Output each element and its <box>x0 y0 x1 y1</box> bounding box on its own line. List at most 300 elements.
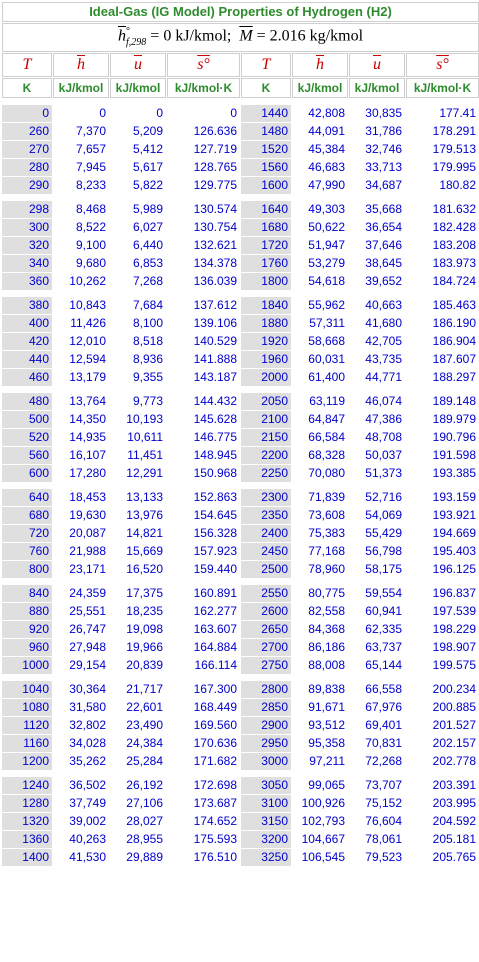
group-separator <box>2 291 479 296</box>
table-cell-entropy: 187.607 <box>406 351 479 368</box>
header-symbol-entropy-left <box>167 53 240 77</box>
table-cell-internal-energy: 60,941 <box>349 603 405 620</box>
group-separator-cell <box>2 675 479 680</box>
table-cell-entropy: 141.888 <box>167 351 240 368</box>
table-cell-enthalpy: 37,749 <box>53 795 109 812</box>
table-cell-internal-energy: 28,955 <box>110 831 166 848</box>
table-cell-enthalpy: 102,793 <box>292 813 348 830</box>
table-row <box>2 813 479 830</box>
group-separator <box>2 387 479 392</box>
table-cell-enthalpy: 89,838 <box>292 681 348 698</box>
header-symbol-internal-energy-left <box>110 53 166 77</box>
table-cell-temperature: 1280 <box>2 795 52 812</box>
table-row <box>2 141 479 158</box>
table-cell-entropy: 157.923 <box>167 543 240 560</box>
table-cell-temperature: 1880 <box>241 315 291 332</box>
table-cell-entropy: 166.114 <box>167 657 240 674</box>
header-symbol-enthalpy-left <box>53 53 109 77</box>
table-cell-internal-energy: 47,386 <box>349 411 405 428</box>
table-cell-enthalpy: 20,087 <box>53 525 109 542</box>
table-cell-enthalpy: 47,990 <box>292 177 348 194</box>
table-cell-temperature: 840 <box>2 585 52 602</box>
table-cell-enthalpy: 71,839 <box>292 489 348 506</box>
table-cell-entropy: 179.513 <box>406 141 479 158</box>
table-cell-temperature: 340 <box>2 255 52 272</box>
header-unit-entropy-left: kJ/kmol·K <box>167 78 240 98</box>
table-cell-enthalpy: 8,468 <box>53 201 109 218</box>
table-cell-temperature: 1720 <box>241 237 291 254</box>
table-cell-internal-energy: 31,786 <box>349 123 405 140</box>
table-cell-temperature: 3200 <box>241 831 291 848</box>
table-cell-enthalpy: 104,667 <box>292 831 348 848</box>
table-cell-entropy: 200.234 <box>406 681 479 698</box>
table-cell-temperature: 1160 <box>2 735 52 752</box>
table-cell-entropy: 168.449 <box>167 699 240 716</box>
table-row <box>2 393 479 410</box>
table-row <box>2 429 479 446</box>
table-cell-internal-energy: 50,037 <box>349 447 405 464</box>
table-cell-entropy: 173.687 <box>167 795 240 812</box>
table-cell-temperature: 2950 <box>241 735 291 752</box>
table-cell-temperature: 2400 <box>241 525 291 542</box>
table-cell-entropy: 134.378 <box>167 255 240 272</box>
table-cell-enthalpy: 46,683 <box>292 159 348 176</box>
table-cell-temperature: 290 <box>2 177 52 194</box>
table-cell-entropy: 190.796 <box>406 429 479 446</box>
group-separator <box>2 579 479 584</box>
hf-superscript: ° <box>126 26 131 37</box>
table-row <box>2 201 479 218</box>
table-row <box>2 369 479 386</box>
table-cell-temperature: 280 <box>2 159 52 176</box>
header-symbol-text: T <box>22 55 32 73</box>
table-cell-internal-energy: 6,027 <box>110 219 166 236</box>
table-cell-enthalpy: 32,802 <box>53 717 109 734</box>
table-cell-enthalpy: 97,211 <box>292 753 348 770</box>
table-cell-enthalpy: 66,584 <box>292 429 348 446</box>
table-cell-entropy: 199.575 <box>406 657 479 674</box>
table-cell-temperature: 260 <box>2 123 52 140</box>
table-cell-entropy: 136.039 <box>167 273 240 290</box>
table-cell-internal-energy: 18,235 <box>110 603 166 620</box>
group-separator <box>2 483 479 488</box>
molar-mass-symbol: $\overline{M}$ <box>239 27 253 45</box>
header-unit-internal-energy-left: kJ/kmol <box>110 78 166 98</box>
table-cell-temperature: 460 <box>2 369 52 386</box>
table-cell-enthalpy: 19,630 <box>53 507 109 524</box>
table-cell-internal-energy: 17,375 <box>110 585 166 602</box>
table-cell-enthalpy: 106,545 <box>292 849 348 866</box>
table-cell-enthalpy: 8,522 <box>53 219 109 236</box>
table-cell-entropy: 175.593 <box>167 831 240 848</box>
table-cell-internal-energy: 16,520 <box>110 561 166 578</box>
table-row <box>2 159 479 176</box>
table-cell-enthalpy: 16,107 <box>53 447 109 464</box>
table-cell-temperature: 2050 <box>241 393 291 410</box>
group-separator <box>2 195 479 200</box>
table-cell-temperature: 1640 <box>241 201 291 218</box>
table-cell-temperature: 270 <box>2 141 52 158</box>
table-cell-temperature: 1120 <box>2 717 52 734</box>
table-cell-temperature: 480 <box>2 393 52 410</box>
table-cell-enthalpy: 42,808 <box>292 105 348 122</box>
table-cell-internal-energy: 10,193 <box>110 411 166 428</box>
table-cell-entropy: 137.612 <box>167 297 240 314</box>
unit-header-row <box>2 78 479 98</box>
header-unit-enthalpy-left: kJ/kmol <box>53 78 109 98</box>
table-cell-temperature: 2700 <box>241 639 291 656</box>
header-symbol-text: $\overline{h}$ <box>316 55 324 73</box>
table-cell-entropy: 189.979 <box>406 411 479 428</box>
table-row <box>2 849 479 866</box>
table-cell-enthalpy: 55,962 <box>292 297 348 314</box>
table-cell-temperature: 380 <box>2 297 52 314</box>
table-cell-internal-energy: 41,680 <box>349 315 405 332</box>
table-subtitle <box>2 23 479 52</box>
table-cell-temperature: 3100 <box>241 795 291 812</box>
table-cell-temperature: 600 <box>2 465 52 482</box>
table-cell-temperature: 2800 <box>241 681 291 698</box>
table-cell-enthalpy: 13,764 <box>53 393 109 410</box>
table-cell-enthalpy: 70,080 <box>292 465 348 482</box>
table-cell-enthalpy: 41,530 <box>53 849 109 866</box>
table-cell-enthalpy: 17,280 <box>53 465 109 482</box>
table-cell-enthalpy: 91,671 <box>292 699 348 716</box>
table-cell-internal-energy: 7,268 <box>110 273 166 290</box>
table-cell-entropy: 152.863 <box>167 489 240 506</box>
header-symbol-text: s° <box>197 55 210 73</box>
table-cell-entropy: 196.837 <box>406 585 479 602</box>
table-cell-entropy: 198.229 <box>406 621 479 638</box>
header-unit-internal-energy-right: kJ/kmol <box>349 78 405 98</box>
table-row <box>2 735 479 752</box>
table-cell-temperature: 2850 <box>241 699 291 716</box>
table-cell-enthalpy: 18,453 <box>53 489 109 506</box>
table-cell-enthalpy: 54,618 <box>292 273 348 290</box>
table-cell-internal-energy: 36,654 <box>349 219 405 236</box>
header-symbol-text: T <box>261 55 271 73</box>
table-cell-enthalpy: 84,368 <box>292 621 348 638</box>
table-cell-entropy: 200.885 <box>406 699 479 716</box>
table-cell-enthalpy: 57,311 <box>292 315 348 332</box>
header-unit-entropy-right: kJ/kmol·K <box>406 78 479 98</box>
table-cell-internal-energy: 33,713 <box>349 159 405 176</box>
table-row <box>2 639 479 656</box>
table-cell-enthalpy: 21,988 <box>53 543 109 560</box>
table-cell-entropy: 189.148 <box>406 393 479 410</box>
table-cell-internal-energy: 23,490 <box>110 717 166 734</box>
group-separator-cell <box>2 483 479 488</box>
table-cell-temperature: 1240 <box>2 777 52 794</box>
table-cell-temperature: 2250 <box>241 465 291 482</box>
table-cell-enthalpy: 61,400 <box>292 369 348 386</box>
table-cell-entropy: 203.391 <box>406 777 479 794</box>
table-cell-entropy: 194.669 <box>406 525 479 542</box>
table-cell-internal-energy: 19,966 <box>110 639 166 656</box>
table-cell-internal-energy: 10,611 <box>110 429 166 446</box>
table-row <box>2 351 479 368</box>
table-cell-temperature: 1480 <box>241 123 291 140</box>
table-row <box>2 237 479 254</box>
table-cell-temperature: 1800 <box>241 273 291 290</box>
table-cell-entropy: 169.560 <box>167 717 240 734</box>
table-cell-entropy: 130.574 <box>167 201 240 218</box>
table-row <box>2 543 479 560</box>
table-cell-internal-energy: 15,669 <box>110 543 166 560</box>
table-cell-entropy: 163.607 <box>167 621 240 638</box>
table-cell-internal-energy: 20,839 <box>110 657 166 674</box>
table-cell-entropy: 179.995 <box>406 159 479 176</box>
table-row <box>2 411 479 428</box>
table-cell-temperature: 1840 <box>241 297 291 314</box>
table-cell-entropy: 139.106 <box>167 315 240 332</box>
table-cell-temperature: 298 <box>2 201 52 218</box>
table-cell-internal-energy: 70,831 <box>349 735 405 752</box>
table-cell-temperature: 760 <box>2 543 52 560</box>
group-separator-cell <box>2 579 479 584</box>
group-separator-cell <box>2 771 479 776</box>
table-cell-temperature: 2750 <box>241 657 291 674</box>
table-cell-internal-energy: 11,451 <box>110 447 166 464</box>
table-cell-enthalpy: 13,179 <box>53 369 109 386</box>
header-symbol-text: $\overline{u}$ <box>373 55 381 73</box>
table-cell-entropy: 188.297 <box>406 369 479 386</box>
table-cell-enthalpy: 0 <box>53 105 109 122</box>
table-cell-internal-energy: 6,440 <box>110 237 166 254</box>
table-cell-internal-energy: 66,558 <box>349 681 405 698</box>
table-cell-internal-energy: 76,604 <box>349 813 405 830</box>
table-row <box>2 561 479 578</box>
table-cell-enthalpy: 14,935 <box>53 429 109 446</box>
table-cell-temperature: 2550 <box>241 585 291 602</box>
table-row <box>2 273 479 290</box>
table-cell-entropy: 204.592 <box>406 813 479 830</box>
table-cell-enthalpy: 9,100 <box>53 237 109 254</box>
table-cell-entropy: 195.403 <box>406 543 479 560</box>
header-symbol-text: s° <box>436 55 449 73</box>
table-cell-entropy: 178.291 <box>406 123 479 140</box>
table-cell-entropy: 198.907 <box>406 639 479 656</box>
table-cell-enthalpy: 7,370 <box>53 123 109 140</box>
table-cell-temperature: 2000 <box>241 369 291 386</box>
table-row <box>2 489 479 506</box>
table-cell-temperature: 2600 <box>241 603 291 620</box>
table-cell-internal-energy: 5,989 <box>110 201 166 218</box>
table-cell-internal-energy: 21,717 <box>110 681 166 698</box>
symbol-header-row <box>2 53 479 77</box>
table-cell-entropy: 202.157 <box>406 735 479 752</box>
table-cell-temperature: 680 <box>2 507 52 524</box>
table-cell-internal-energy: 5,209 <box>110 123 166 140</box>
table-cell-internal-energy: 52,716 <box>349 489 405 506</box>
table-cell-entropy: 201.527 <box>406 717 479 734</box>
table-cell-temperature: 2900 <box>241 717 291 734</box>
header-symbol-temperature-right <box>241 53 291 77</box>
table-cell-entropy: 144.432 <box>167 393 240 410</box>
table-cell-enthalpy: 7,945 <box>53 159 109 176</box>
table-cell-entropy: 162.277 <box>167 603 240 620</box>
table-row <box>2 465 479 482</box>
header-symbol-entropy-right <box>406 53 479 77</box>
table-cell-enthalpy: 49,303 <box>292 201 348 218</box>
table-cell-internal-energy: 63,737 <box>349 639 405 656</box>
table-cell-enthalpy: 73,608 <box>292 507 348 524</box>
table-cell-internal-energy: 44,771 <box>349 369 405 386</box>
table-cell-entropy: 191.598 <box>406 447 479 464</box>
table-cell-entropy: 185.463 <box>406 297 479 314</box>
table-cell-entropy: 140.529 <box>167 333 240 350</box>
table-cell-enthalpy: 26,747 <box>53 621 109 638</box>
table-cell-temperature: 500 <box>2 411 52 428</box>
table-cell-internal-energy: 5,822 <box>110 177 166 194</box>
table-cell-temperature: 2100 <box>241 411 291 428</box>
table-cell-internal-energy: 34,687 <box>349 177 405 194</box>
table-cell-entropy: 183.208 <box>406 237 479 254</box>
table-cell-entropy: 160.891 <box>167 585 240 602</box>
table-cell-entropy: 167.300 <box>167 681 240 698</box>
table-cell-temperature: 720 <box>2 525 52 542</box>
table-cell-temperature: 1680 <box>241 219 291 236</box>
table-row <box>2 255 479 272</box>
table-cell-entropy: 183.973 <box>406 255 479 272</box>
table-cell-temperature: 420 <box>2 333 52 350</box>
table-cell-entropy: 164.884 <box>167 639 240 656</box>
group-separator <box>2 99 479 104</box>
table-cell-temperature: 3150 <box>241 813 291 830</box>
table-cell-internal-energy: 75,152 <box>349 795 405 812</box>
table-cell-enthalpy: 88,008 <box>292 657 348 674</box>
table-cell-enthalpy: 23,171 <box>53 561 109 578</box>
table-cell-internal-energy: 69,401 <box>349 717 405 734</box>
table-cell-temperature: 1200 <box>2 753 52 770</box>
table-cell-entropy: 159.440 <box>167 561 240 578</box>
table-cell-internal-energy: 72,268 <box>349 753 405 770</box>
table-cell-enthalpy: 82,558 <box>292 603 348 620</box>
header-symbol-temperature-left <box>2 53 52 77</box>
table-cell-enthalpy: 10,843 <box>53 297 109 314</box>
table-cell-internal-energy: 38,645 <box>349 255 405 272</box>
table-cell-internal-energy: 55,429 <box>349 525 405 542</box>
group-separator-cell <box>2 99 479 104</box>
table-cell-temperature: 3000 <box>241 753 291 770</box>
table-cell-internal-energy: 51,373 <box>349 465 405 482</box>
table-cell-temperature: 560 <box>2 447 52 464</box>
table-cell-enthalpy: 60,031 <box>292 351 348 368</box>
table-cell-internal-energy: 62,335 <box>349 621 405 638</box>
hf-symbol: $\overline{h}$ <box>118 27 127 45</box>
table-cell-enthalpy: 35,262 <box>53 753 109 770</box>
table-row <box>2 717 479 734</box>
table-cell-internal-energy: 12,291 <box>110 465 166 482</box>
table-cell-enthalpy: 77,168 <box>292 543 348 560</box>
table-cell-internal-energy: 8,100 <box>110 315 166 332</box>
table-cell-enthalpy: 68,328 <box>292 447 348 464</box>
table-cell-enthalpy: 75,383 <box>292 525 348 542</box>
table-cell-enthalpy: 7,657 <box>53 141 109 158</box>
table-cell-enthalpy: 58,668 <box>292 333 348 350</box>
table-cell-enthalpy: 78,960 <box>292 561 348 578</box>
table-cell-internal-energy: 78,061 <box>349 831 405 848</box>
table-cell-entropy: 176.510 <box>167 849 240 866</box>
table-cell-enthalpy: 86,186 <box>292 639 348 656</box>
table-cell-enthalpy: 50,622 <box>292 219 348 236</box>
table-cell-entropy: 150.968 <box>167 465 240 482</box>
table-cell-entropy: 205.765 <box>406 849 479 866</box>
table-cell-enthalpy: 12,594 <box>53 351 109 368</box>
table-row <box>2 447 479 464</box>
table-cell-temperature: 640 <box>2 489 52 506</box>
table-cell-enthalpy: 40,263 <box>53 831 109 848</box>
table-cell-internal-energy: 65,144 <box>349 657 405 674</box>
table-cell-temperature: 2500 <box>241 561 291 578</box>
table-cell-entropy: 154.645 <box>167 507 240 524</box>
table-row <box>2 681 479 698</box>
table-cell-internal-energy: 22,601 <box>110 699 166 716</box>
table-cell-internal-energy: 73,707 <box>349 777 405 794</box>
table-cell-internal-energy: 67,976 <box>349 699 405 716</box>
table-row <box>2 699 479 716</box>
table-cell-internal-energy: 32,746 <box>349 141 405 158</box>
table-row <box>2 603 479 620</box>
table-cell-temperature: 1440 <box>241 105 291 122</box>
table-row <box>2 123 479 140</box>
table-row <box>2 315 479 332</box>
table-cell-temperature: 1320 <box>2 813 52 830</box>
table-cell-enthalpy: 93,512 <box>292 717 348 734</box>
table-cell-enthalpy: 12,010 <box>53 333 109 350</box>
properties-table-container <box>1 1 478 867</box>
table-cell-internal-energy: 46,074 <box>349 393 405 410</box>
table-row <box>2 585 479 602</box>
table-cell-internal-energy: 59,554 <box>349 585 405 602</box>
table-cell-enthalpy: 44,091 <box>292 123 348 140</box>
table-cell-internal-energy: 14,821 <box>110 525 166 542</box>
table-cell-internal-energy: 28,027 <box>110 813 166 830</box>
table-row <box>2 333 479 350</box>
table-cell-enthalpy: 45,384 <box>292 141 348 158</box>
table-cell-temperature: 0 <box>2 105 52 122</box>
table-cell-enthalpy: 64,847 <box>292 411 348 428</box>
table-title: Ideal-Gas (IG Model) Properties of Hydrogen (H2) <box>2 2 479 22</box>
header-symbol-text: $\overline{h}$ <box>77 55 85 73</box>
table-cell-entropy: 186.904 <box>406 333 479 350</box>
table-cell-entropy: 126.636 <box>167 123 240 140</box>
table-cell-internal-energy: 24,384 <box>110 735 166 752</box>
table-cell-temperature: 440 <box>2 351 52 368</box>
table-row <box>2 777 479 794</box>
table-cell-enthalpy: 99,065 <box>292 777 348 794</box>
table-cell-entropy: 174.652 <box>167 813 240 830</box>
group-separator-cell <box>2 387 479 392</box>
table-cell-enthalpy: 39,002 <box>53 813 109 830</box>
table-cell-temperature: 2350 <box>241 507 291 524</box>
table-cell-temperature: 1360 <box>2 831 52 848</box>
table-cell-enthalpy: 36,502 <box>53 777 109 794</box>
table-cell-entropy: 197.539 <box>406 603 479 620</box>
table-cell-temperature: 2450 <box>241 543 291 560</box>
table-cell-enthalpy: 24,359 <box>53 585 109 602</box>
table-cell-temperature: 1920 <box>241 333 291 350</box>
table-cell-temperature: 1000 <box>2 657 52 674</box>
table-cell-entropy: 193.385 <box>406 465 479 482</box>
header-unit-enthalpy-right: kJ/kmol <box>292 78 348 98</box>
table-cell-enthalpy: 34,028 <box>53 735 109 752</box>
hf-subscript: f,298 <box>126 36 147 48</box>
table-cell-internal-energy: 40,663 <box>349 297 405 314</box>
table-cell-internal-energy: 42,705 <box>349 333 405 350</box>
table-cell-enthalpy: 14,350 <box>53 411 109 428</box>
table-row <box>2 507 479 524</box>
